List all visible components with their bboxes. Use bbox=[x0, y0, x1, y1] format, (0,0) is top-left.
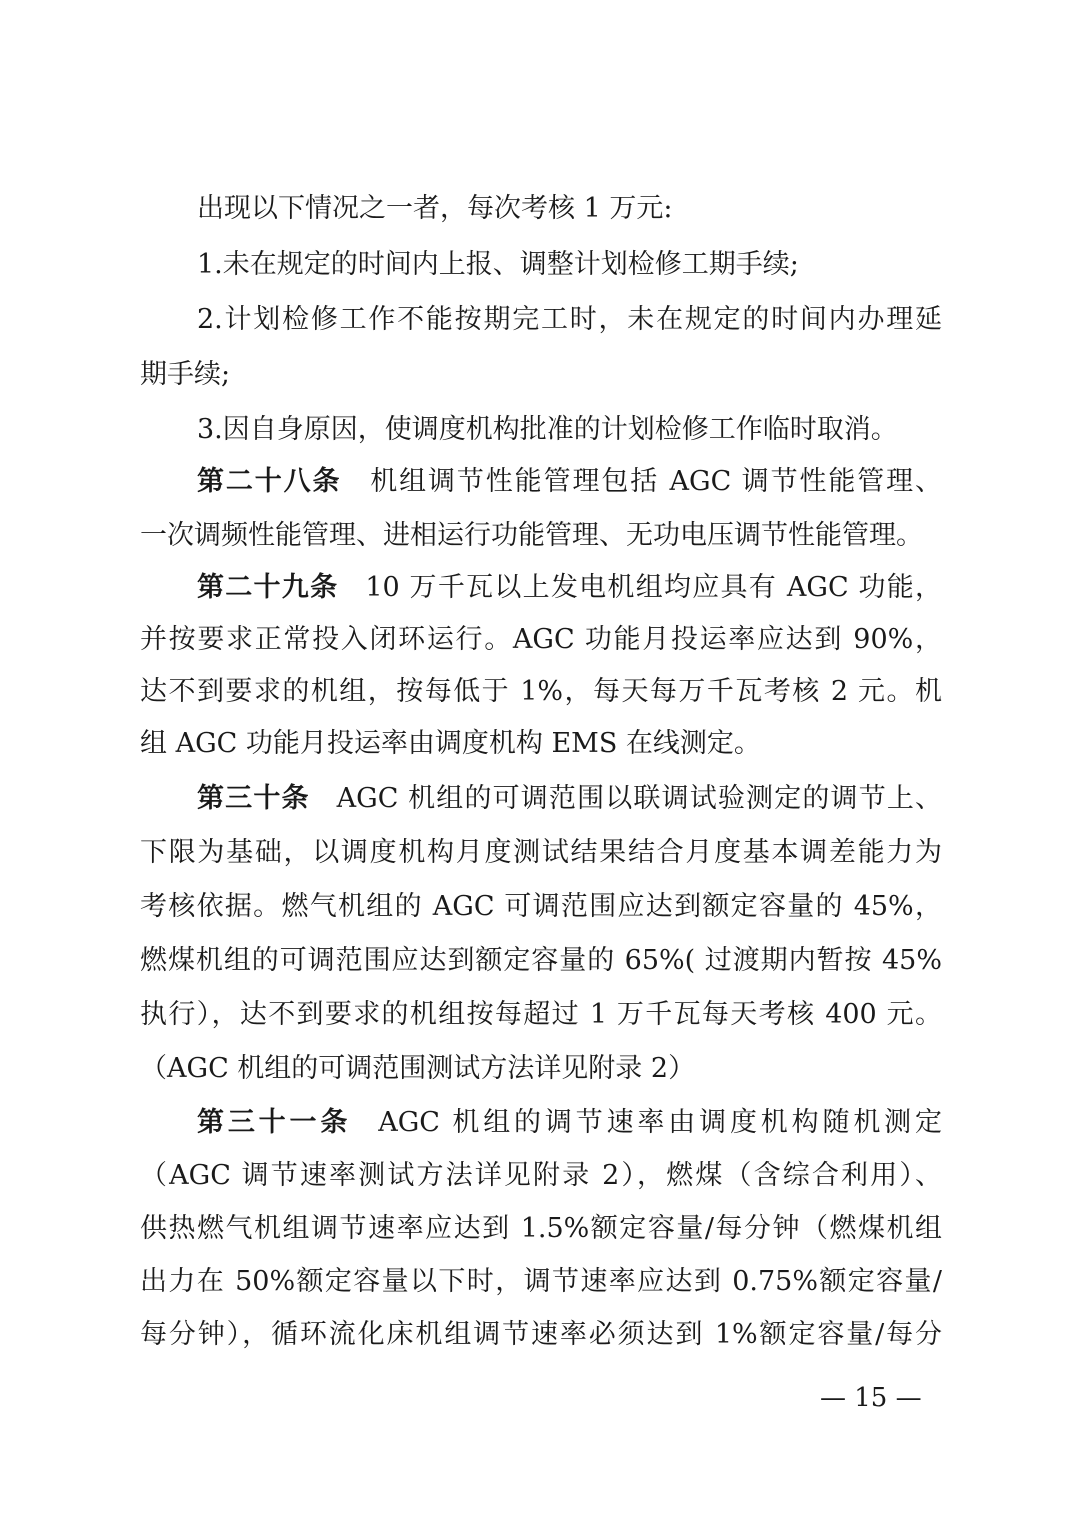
text-line: 考核依据。燃气机组的 AGC 可调范围应达到额定容量的 45%， bbox=[140, 891, 942, 922]
text-line: 期手续; bbox=[140, 359, 231, 390]
text-line: 组 AGC 功能月投运率由调度机构 EMS 在线测定。 bbox=[140, 728, 761, 759]
text-line: 并按要求正常投入闭环运行。AGC 功能月投运率应达到 90%， bbox=[140, 624, 942, 655]
text-line: 供热燃气机组调节速率应达到 1.5%额定容量/每分钟（燃煤机组 bbox=[140, 1213, 942, 1244]
article-number: 第三十一条 bbox=[197, 1107, 352, 1138]
text-line: 1.未在规定的时间内上报、调整计划检修工期手续; bbox=[197, 249, 799, 280]
article-number: 第二十八条 bbox=[197, 466, 342, 497]
text-line: 燃煤机组的可调范围应达到额定容量的 65%( 过渡期内暂按 45% bbox=[140, 945, 942, 976]
article-number: 第二十九条 bbox=[197, 572, 339, 603]
text-line: 出现以下情况之一者，每次考核 1 万元: bbox=[197, 193, 673, 224]
page-number: — 15 — bbox=[820, 1383, 922, 1413]
text-line: 出力在 50%额定容量以下时，调节速率应达到 0.75%额定容量/ bbox=[140, 1266, 942, 1297]
article-line: 第三十条 AGC 机组的可调范围以联调试验测定的调节上、 bbox=[197, 783, 943, 814]
text-line: 3.因自身原因，使调度机构批准的计划检修工作临时取消。 bbox=[197, 414, 898, 445]
article-number: 第三十条 bbox=[197, 783, 310, 814]
article-line: 第三十一条 AGC 机组的调节速率由调度机构随机测定 bbox=[197, 1107, 943, 1138]
text-line: 执行），达不到要求的机组按每超过 1 万千瓦每天考核 400 元。 bbox=[140, 999, 942, 1030]
text-line: 下限为基础，以调度机构月度测试结果结合月度基本调差能力为 bbox=[140, 837, 942, 868]
article-line: 第二十九条 10 万千瓦以上发电机组均应具有 AGC 功能， bbox=[197, 572, 942, 603]
text-line: 一次调频性能管理、进相运行功能管理、无功电压调节性能管理。 bbox=[140, 520, 923, 551]
text-line: 每分钟），循环流化床机组调节速率必须达到 1%额定容量/每分 bbox=[140, 1319, 942, 1350]
text-line: 达不到要求的机组，按每低于 1%，每天每万千瓦考核 2 元。机 bbox=[140, 676, 942, 707]
text-line: 2.计划检修工作不能按期完工时，未在规定的时间内办理延 bbox=[197, 304, 942, 335]
text-line: （AGC 调节速率测试方法详见附录 2），燃煤（含综合利用）、 bbox=[140, 1160, 942, 1191]
article-line: 第二十八条 机组调节性能管理包括 AGC 调节性能管理、 bbox=[197, 466, 943, 497]
text-line: （AGC 机组的可调范围测试方法详见附录 2） bbox=[140, 1053, 696, 1084]
